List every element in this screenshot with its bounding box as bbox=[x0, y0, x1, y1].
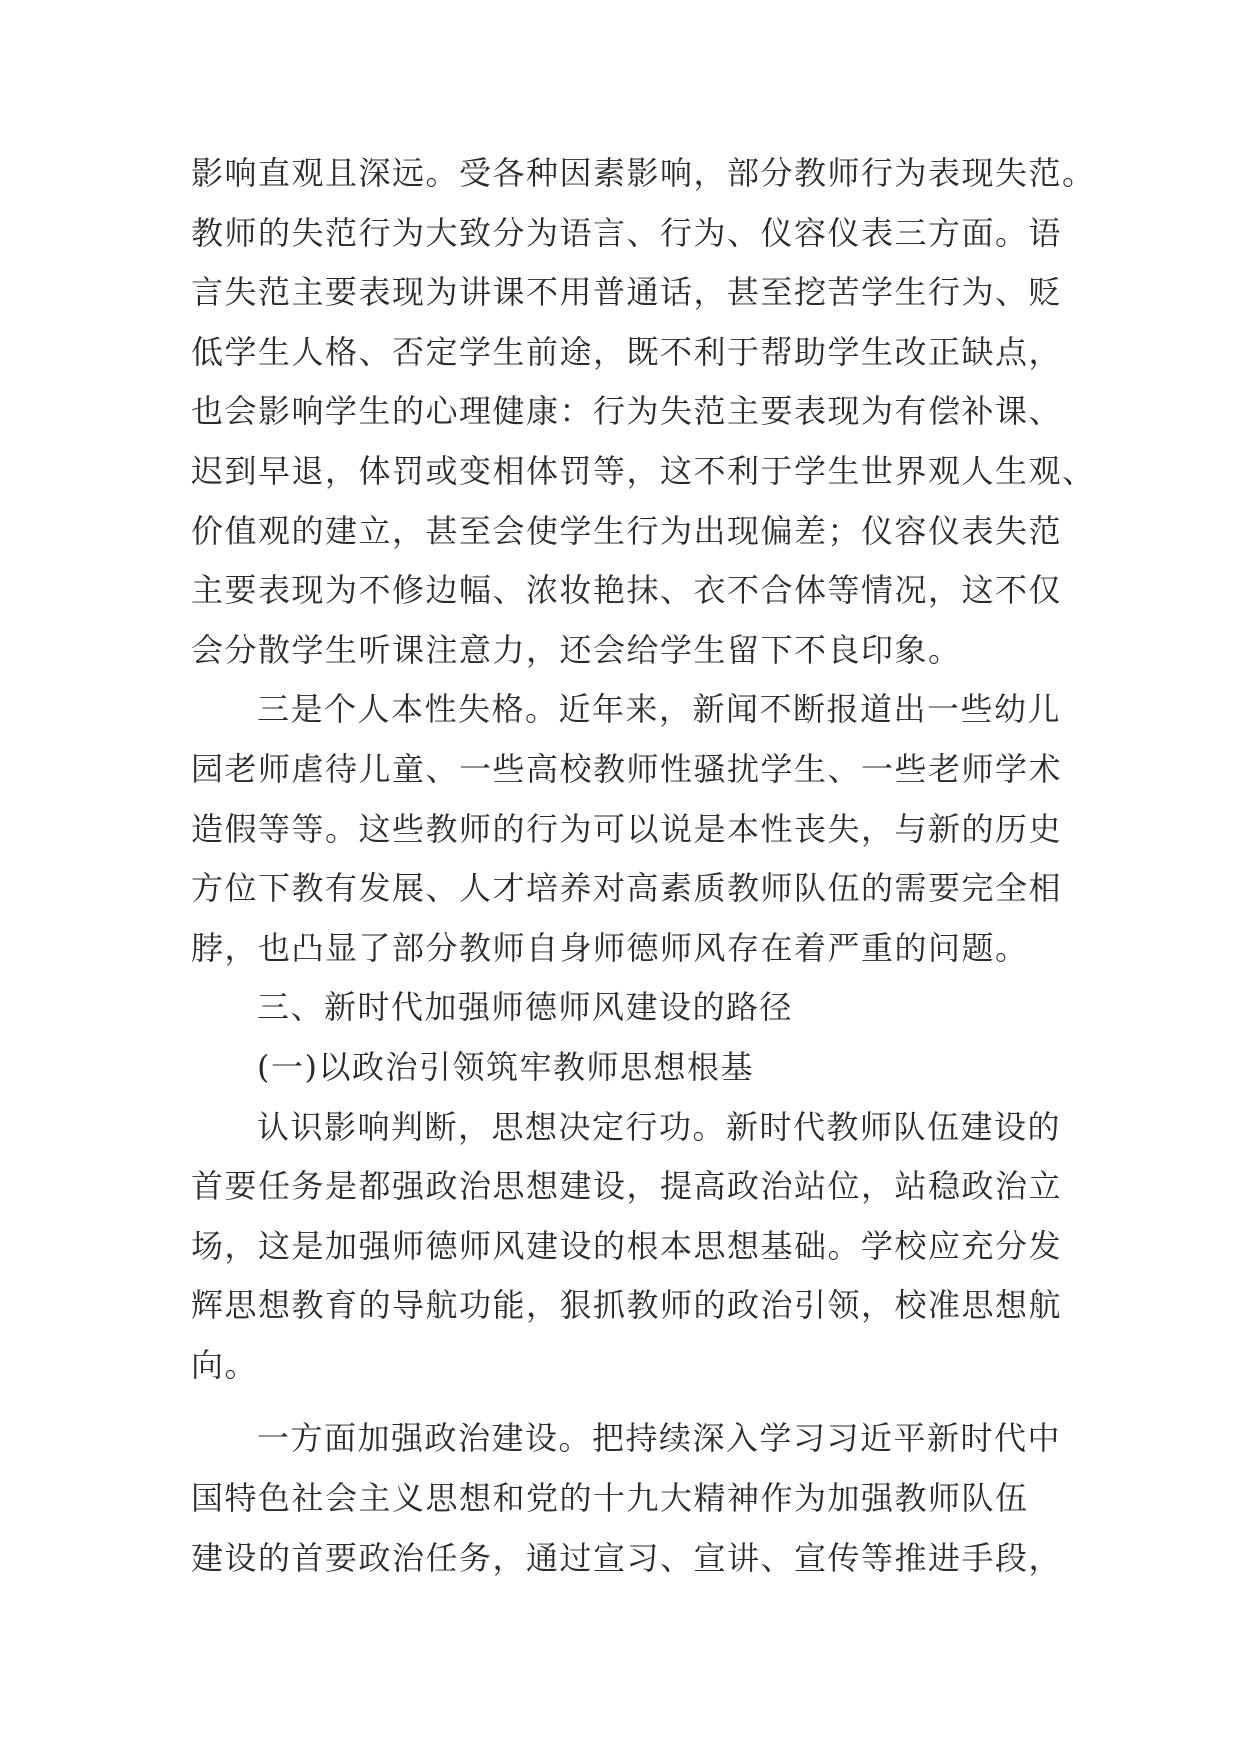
text-line: 言失范主要表现为讲课不用普通话，甚至挖苦学生行为、贬 bbox=[191, 273, 1063, 312]
text-line: 三是个人本性失格。近年来，新闻不断报道出一些幼儿 bbox=[257, 690, 1062, 729]
text-line: 场，这是加强师德师风建设的根本思想基础。学校应充分发 bbox=[191, 1226, 1063, 1265]
text-line: 也会影响学生的心理健康：行为失范主要表现为有偿补课、 bbox=[191, 392, 1063, 431]
text-line: 辉思想教育的导航功能，狠抓教师的政治引领，校准思想航 bbox=[191, 1286, 1063, 1325]
text-line: 一方面加强政治建设。把持续深入学习习近平新时代中 bbox=[257, 1419, 1062, 1458]
text-line: 造假等等。这些教师的行为可以说是本性丧失，与新的历史 bbox=[191, 809, 1063, 848]
text-line: 国特色社会主义思想和党的十九大精神作为加强教师队伍 bbox=[191, 1479, 1029, 1518]
text-line: 影响直观且深远。受各种因素影响，部分教师行为表现失范。 bbox=[191, 154, 1096, 192]
text-line: 认识影响判断，思想决定行功。新时代教师队伍建设的 bbox=[257, 1107, 1062, 1146]
section-heading bbox=[191, 978, 1051, 1038]
text-line: 建设的首要政治任务，通过宣习、宣讲、宣传等推进手段， bbox=[191, 1538, 1063, 1577]
text-line: 主要表现为不修边幅、浓妆艳抹、衣不合体等情况，这不仅 bbox=[191, 571, 1063, 610]
text-line: 首要任务是都强政治思想建设，提高政治站位，站稳政治立 bbox=[191, 1167, 1063, 1206]
text-line: 向。 bbox=[191, 1345, 259, 1384]
paragraph-spacer bbox=[191, 1395, 1051, 1409]
text-line: 脖，也凸显了部分教师自身师德师风存在着严重的问题。 bbox=[191, 928, 1029, 967]
text-line: 三、新时代加强师德师风建设的路径 bbox=[257, 988, 794, 1027]
section-heading bbox=[191, 1038, 1051, 1098]
text-line: 低学生人格、否定学生前途，既不利于帮助学生改正缺点， bbox=[191, 332, 1063, 371]
text-line: 园老师虐待儿童、一些高校教师性骚扰学生、一些老师学术 bbox=[191, 749, 1063, 788]
text-line: 迟到早退，体罚或变相体罚等，这不利于学生世界观人生观、 bbox=[191, 451, 1096, 490]
text-line: 方位下教有发展、人才培养对高素质教师队伍的需要完全相 bbox=[191, 869, 1063, 908]
paragraph bbox=[191, 144, 1096, 680]
text-line: 价值观的建立，甚至会使学生行为出现偏差；仪容仪表失范 bbox=[191, 511, 1063, 550]
paragraph bbox=[191, 1409, 1063, 1588]
text-line: (一)以政治引领筑牢教师思想根基 bbox=[257, 1047, 754, 1086]
paragraph bbox=[191, 680, 1063, 978]
text-line: 会分散学生听课注意力，还会给学生留下不良印象。 bbox=[191, 630, 962, 669]
paragraph bbox=[191, 1098, 1063, 1396]
document-body bbox=[191, 144, 1096, 1588]
text-line: 教师的失范行为大致分为语言、行为、仪容仪表三方面。语 bbox=[191, 213, 1063, 252]
